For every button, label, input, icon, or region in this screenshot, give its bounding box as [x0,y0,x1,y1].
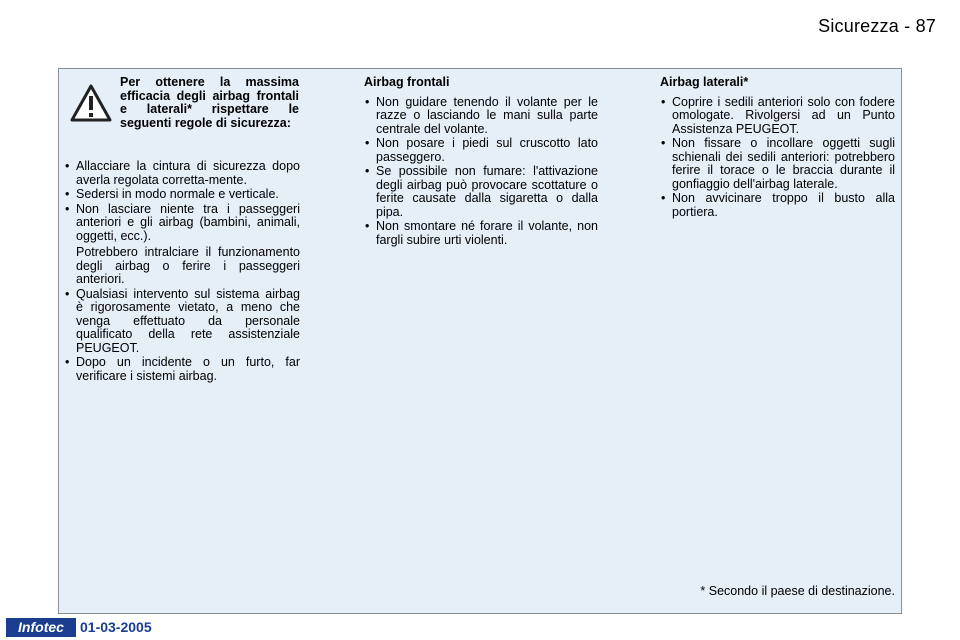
general-rules-list [64,160,300,243]
list-item: • Non fissare o incollare oggetti sugli schienali dei sedili anteriori: potrebbero ferire il torace o le braccia durante il gonfiaggio dell'airbag laterale. [660,137,895,191]
list-item: • Non smontare né forare il volante, non fargli subire urti violenti. [364,220,598,247]
general-rules-column [64,160,300,384]
lateral-airbag-column [660,76,895,220]
list-item: • Qualsiasi intervento sul sistema airbag è rigorosamente vietato, a meno che venga effettuato da personale qualificato della rete assistenziale PEUGEOT. [64,288,300,356]
list-item-text: Non lasciare niente tra i passeggeri anteriori e gli airbag (bambini, animali, oggetti, ecc.). [76,201,300,243]
list-item: • Coprire i sedili anteriori solo con fodere omologate. Rivolgersi ad un Punto Assistenza PEUGEOT. [660,96,895,137]
page-title: Sicurezza - 87 [818,16,936,36]
footnote: * Secondo il paese di destinazione. [700,584,895,598]
list-item: • Non avvicinare troppo il busto alla portiera. [660,192,895,219]
section-heading: Airbag laterali* [660,75,749,89]
list-item: • Allacciare la cintura di sicurezza dopo averla regolata corretta-mente. [64,160,300,187]
safety-intro: Per ottenere la massima efficacia degli airbag frontali e laterali* rispettare le seguenti regole di sicurezza: [120,75,299,130]
list-item: • Dopo un incidente o un furto, far verificare i sistemi airbag. [64,356,300,383]
footer-date: 01-03-2005 [80,619,152,635]
section-heading: Airbag frontali [364,75,450,89]
list-item: • Non guidare tenendo il volante per le razze o lasciando le mani sulla parte centrale del volante. [364,96,598,137]
frontal-airbag-column [364,76,598,248]
frontal-airbag-list [364,96,598,248]
list-item-continuation: Potrebbero intralciare il funzionamento degli airbag o ferire i passeggeri anteriori. [76,245,300,286]
general-rules-list-cont [64,288,300,384]
lateral-airbag-list [660,96,895,220]
warning-triangle-icon [70,84,112,122]
brand-logo: Infotec [6,618,76,637]
list-item: • Non posare i piedi sul cruscotto lato passeggero. [364,137,598,164]
list-item [64,203,300,244]
list-item: • Sedersi in modo normale e verticale. [64,188,300,202]
list-item: • Se possibile non fumare: l'attivazione degli airbag può provocare scottature o ferite causate dalla sigaretta o dalla pipa. [364,165,598,219]
